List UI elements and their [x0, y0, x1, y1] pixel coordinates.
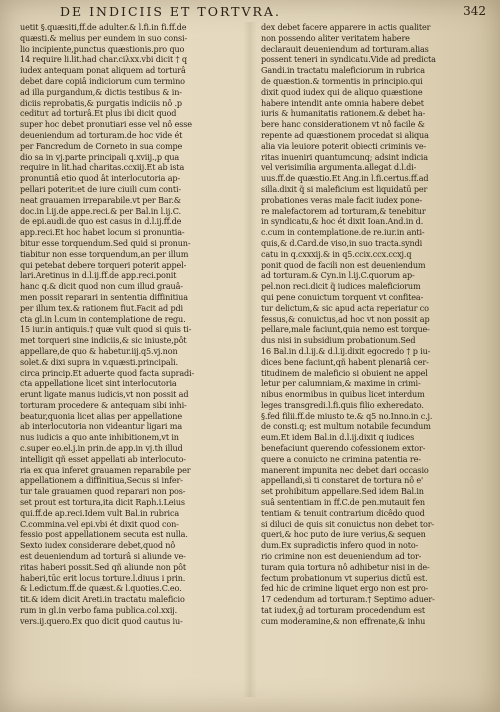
text-line: & l.edictum.ff.de quæst.& l.quoties.C.eo.	[20, 583, 182, 594]
text-line: circa princip.Et aduerte quod facta supradi-	[20, 367, 195, 378]
text-line: declarauit deueniendum ad torturam.alias	[261, 43, 429, 54]
text-line: dus nisi in subsidium probationum.Sed	[261, 335, 416, 346]
text-line: 15 iur.in antiquis.† quæ vult quod si quis ti-	[20, 324, 192, 335]
text-line: doc.in l.ij.de appe.reci.& per Bal.in l.ij.C.	[20, 205, 181, 216]
text-line: in syndicatu,& hoc ét dixit Ioan.And.in d.	[261, 216, 424, 227]
left-text-column	[20, 22, 230, 697]
text-line: iudex antequam ponat aliquem ad torturâ	[20, 65, 186, 76]
column-gutter	[243, 22, 257, 697]
text-line: ria ex qua inferet grauamen reparabile per	[20, 464, 191, 475]
text-line: debet dare copiâ indiciorum cum termino	[20, 75, 185, 86]
text-line: quæsti.& melius per eundem in suo consi-	[20, 32, 188, 43]
text-line: repente ad quæstionem procedat si aliqua	[261, 129, 429, 140]
text-line: letur per calumniam,& maxime in crimi-	[261, 378, 421, 389]
text-line: diciis reprobatis,& purgatis indiciis nô .p	[20, 97, 182, 108]
text-line: bitur esse torquendum.Sed quid si pronun-	[20, 237, 191, 248]
text-line: de epi.audi.de quo est casus in d.l.ij.ff.de	[20, 216, 182, 227]
text-line: pellare,male faciunt,quia nemo est torque-	[261, 324, 430, 335]
text-line: lari.Aretinus in d.l.ij.ff.de app.reci.ponit	[20, 270, 177, 281]
text-line: C.commina.vel epi.vbi ét dixit quod con-	[20, 518, 179, 529]
text-line: bere hanc considerationem vt nô facile &	[261, 119, 425, 130]
text-line: ad torturam.& Cyn.in l.ij.C.quorum ap-	[261, 270, 415, 281]
text-line: titudinem de maleficio si obuient ne appel	[261, 367, 428, 378]
text-line: 17 cedendum ad torturam.† Septimo aduer-	[261, 594, 435, 605]
text-line: set prohibitum appellare.Sed idem Bal.in	[261, 486, 424, 497]
text-line: fectum probationum vt superius dictū est.	[261, 572, 428, 583]
text-line: manerent impunita nec debet dari occasio	[261, 464, 429, 475]
text-line: rum in gl.in verbo fama publica.col.xxij.	[20, 605, 178, 616]
text-line: iuris & humanitatis rationem.& debet ha-	[261, 108, 426, 119]
text-line: habere intendit ante omnia habere debet	[261, 97, 424, 108]
text-line: appellationem a diffinitiua,Secus si infer-	[20, 475, 183, 486]
text-line: uus.ff.de quæstio.Et Ang.in l.fi.certus.ff.ad	[261, 173, 429, 184]
text-line: intelligit qñ esset appellati ab interlocuto-	[20, 453, 186, 464]
text-line: require in lit.had charitas.ccxiij.Et ab ista	[20, 162, 185, 173]
text-line: qui.ff.de ap.reci.Idem vult Bal.in rubrica	[20, 507, 180, 518]
text-line: appellandi,sì ti constaret de tortura nô e'	[261, 475, 424, 486]
text-line: tiabitur non esse torquendum,an per illum	[20, 248, 189, 259]
text-line: super hoc debet pronutiari esse vel nô esse	[20, 119, 192, 130]
text-line: turam quia tortura nô adhibetur nisi in de-	[261, 561, 430, 572]
page-number: 342	[463, 4, 486, 18]
text-line: fessus,& conuictus,ad hoc vt non possit ap	[261, 313, 430, 324]
text-line: Sexto iudex considerare debet,quod nô	[20, 540, 176, 551]
text-line: haberi,tūc erit locus torture.l.diuus i prin.	[20, 572, 186, 583]
text-line: app.reci.Et hoc habet locum si pronuntia-	[20, 227, 185, 238]
text-line: lio incipiente,punctus quæstionis.pro quo	[20, 43, 185, 54]
text-line: dio sa in vj.parte principali q.xviij.,p qua	[20, 151, 180, 162]
text-line: re malefactorem ad torturam,& tenebitur	[261, 205, 426, 216]
text-line: quis,& d.Card.de viso,in suo tracta.syndi	[261, 237, 423, 248]
text-line: set prout est tortura,ita dicit Raph.i.Leius	[20, 497, 185, 508]
text-line: c.super eo.el.j.in prin.de app.in vj.th illud	[20, 443, 183, 454]
text-line: catu in q.cxxxij.& in q5.ccix.ccx.ccxj.q	[261, 248, 412, 259]
text-line: benefaciunt querendo cofessionem extor-	[261, 443, 426, 454]
text-line: rio crimine non est deueniendum ad tor-	[261, 551, 422, 562]
text-line: tit.& idem dicit Areti.in tractatu maleficio	[20, 594, 185, 605]
text-line: ponit quod de facili non est deueniendum	[261, 259, 426, 270]
text-line: eum.Et idem Bal.in d.l.ij.dixit q iudices	[261, 432, 415, 443]
text-line: possent teneri in syndicatu.Vide ad predicta	[261, 54, 436, 65]
text-line: erunt ligate manus iudicis,vt non possit ad	[20, 389, 189, 400]
text-line: ritas inueniri quantumcunq; adsint indicia	[261, 151, 428, 162]
text-line: qui petebat debere torqueri poterit appel-	[20, 259, 187, 270]
text-line: quere a conuicto ne crimina patentia re-	[261, 453, 421, 464]
text-line: de quæstion.& tormentis in principio.qui	[261, 75, 423, 86]
text-line: torturam procedere & antequam sibi inhi-	[20, 399, 187, 410]
text-line: appellare,de quo & habetur.iij.q5.vj.non	[20, 345, 178, 356]
text-line: neat grauamen irreparabile.vt per Bar.&	[20, 194, 181, 205]
text-line: cta gl.in l.cum in contemplatione de regu.	[20, 313, 186, 324]
text-line: 14 require li.lit.had char.ciλxx.vbi dicit † q	[20, 54, 187, 65]
text-line: leges transgredi.l.fi.quis filio exheredato.	[261, 399, 424, 410]
text-line: tat iudex,ḡ ad torturam procedendum est	[261, 605, 425, 616]
text-line: fed hic de crimine liquet ergo non est pro-	[261, 583, 429, 594]
text-line: c.cum in contemplatione.de re.iur.in anti-	[261, 227, 425, 238]
text-line: ad illa purgandum,& dictis testibus & in-	[20, 86, 182, 97]
text-line: hanc q.& dicit quod non cum illud grauâ-	[20, 281, 183, 292]
text-line: probationes veras male facit iudex pone-	[261, 194, 423, 205]
text-line: dixit quod iudex qui de aliquo quæstione	[261, 86, 423, 97]
text-line: cta appellatione licet sint interlocutoria	[20, 378, 177, 389]
text-line: ab interlocutoria non videantur ligari ma	[20, 421, 182, 432]
text-line: pellari poterit:et de iure ciuili cum conti-	[20, 183, 181, 194]
text-line: de consti.q; est multum notabile fecundum	[261, 421, 431, 432]
text-line: queri,& hoc puto de iure verius,& sequen	[261, 529, 426, 540]
text-line: vel verisimilia argumenta.allegat d.l.di-	[261, 162, 417, 173]
text-line: si diluci de quis sit conuictus non debet tor-	[261, 518, 435, 529]
text-line: nus iudicis a quo ante inhibitionem,vt in	[20, 432, 179, 443]
text-line: silla.dixit q̃ si maleficium est liquidatū per	[261, 183, 428, 194]
text-line: vers.ij.quero.Ex quo dicit quod cautus iu-	[20, 615, 183, 626]
text-line: tentiam & tenuit contrarium dicêdo quod	[261, 507, 425, 518]
text-line: uetit §.quæsiti,ff.de adulter.& l.fi.in fi.ff.de	[20, 22, 187, 32]
text-line: alia via leuiore poterit obiecti criminis ve-	[261, 140, 427, 151]
text-line: cedituτ ad torturâ.Et plus ibi dicit quod	[20, 108, 177, 119]
text-line: tur tale grauamen quod reparari non pos-	[20, 486, 186, 497]
text-line: met torqueri sine indiciis,& sic iniuste,pôt	[20, 335, 187, 346]
right-text-column	[261, 22, 471, 697]
running-title: DE INDICIIS ET TORTVRA.	[60, 4, 281, 19]
text-line: dices bene faciunt,qñ habent plenariâ cer-	[261, 356, 429, 367]
text-line: fessio post appellationem secuta est nulla.	[20, 529, 188, 540]
text-line: pel.non reci.dicit q̃ iudices maleficiorum	[261, 281, 421, 292]
text-line: suâ sententiam in ff.C.de pen.mutauit fen	[261, 497, 425, 508]
text-line: 16 Bal.in d.l.ij.& d.l.ij.dixit egocredo † p iu-	[261, 345, 431, 356]
text-line: pronuntiâ etio quod ât interlocutoria ap-	[20, 173, 181, 184]
text-line: per illum tex.& rationem fiut.Facit ad pdi	[20, 302, 183, 313]
text-line: per Fancredum de Corneto in sua compe	[20, 140, 183, 151]
text-line: nibus enormibus in quibus licet interdum	[261, 389, 425, 400]
text-line: beatur,quonia licet alias per appellatione	[20, 410, 182, 421]
text-line: est deueniendum ad torturâ si aliunde ve-	[20, 551, 186, 562]
running-header	[60, 4, 490, 20]
text-line: dex debet facere apparere in actis qualiter	[261, 22, 431, 32]
text-line: deueniendum ad torturam.de hoc vide ét	[20, 129, 183, 140]
text-line: non possendo aliter veritatem habere	[261, 32, 410, 43]
text-line: ritas haberi possit.Sed qñ aliunde non pôt	[20, 561, 186, 572]
text-line: cum moderamine,& non effrenate,& inhu	[261, 615, 426, 626]
text-line: solet.& dixi supra in v.quæsti.principali.	[20, 356, 178, 367]
text-line: qui pene conuictum torquent vt confitea-	[261, 291, 424, 302]
text-line: §.fed filii.ff.de miusto te.& q5 no.Inno.in c.j.	[261, 410, 433, 421]
text-line: men possit reparari in sententia diffinitiua	[20, 291, 188, 302]
text-line: dum.Ex supradictis infero quod in noto-	[261, 540, 419, 551]
text-line: tur delictum,& sic apud acta reperiatur co	[261, 302, 429, 313]
text-line: Gandi.in tractatu maleficiorum in rubrica	[261, 65, 425, 76]
